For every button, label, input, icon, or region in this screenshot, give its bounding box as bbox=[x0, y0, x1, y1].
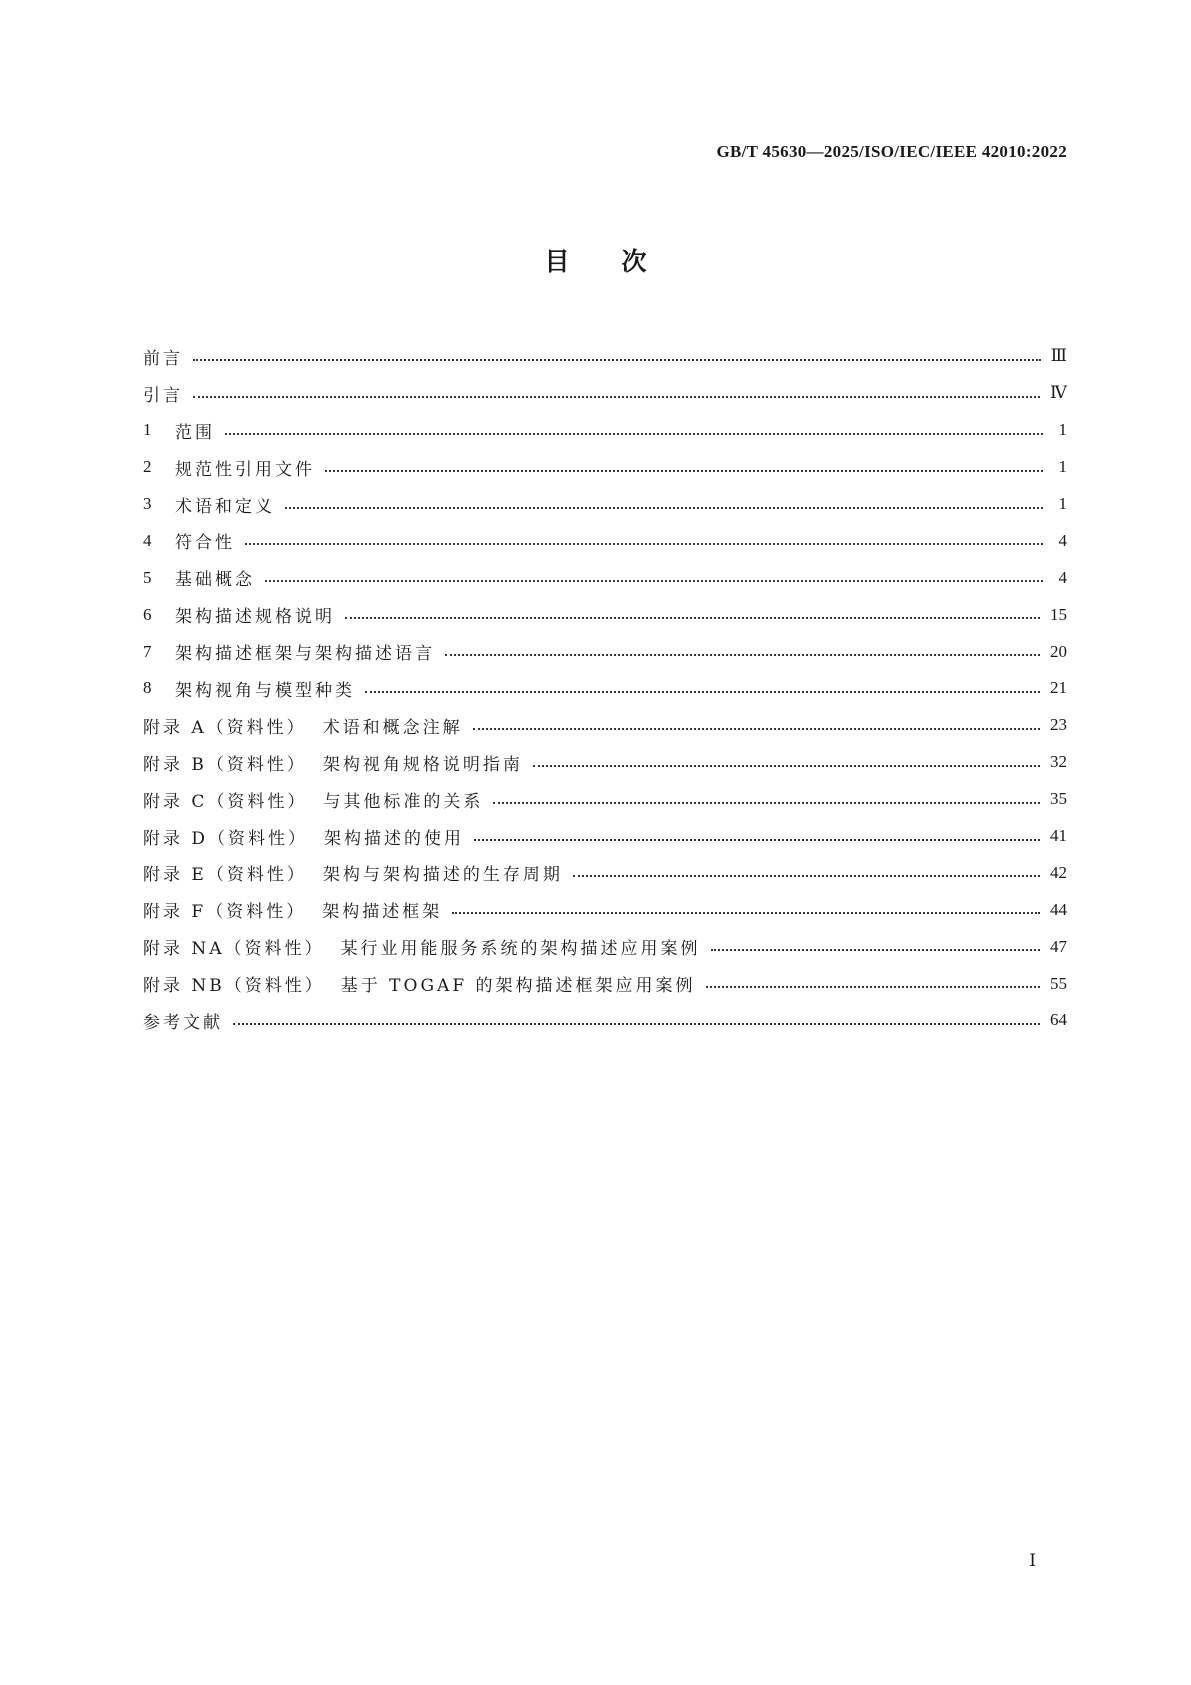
toc-entry-page: 1 bbox=[1058, 494, 1067, 513]
toc-entry-page: 4 bbox=[1058, 567, 1067, 587]
toc-entry[interactable] bbox=[143, 781, 1067, 818]
toc-entry-page: 35 bbox=[1050, 789, 1067, 809]
toc-entry-title: 范围 bbox=[175, 422, 215, 443]
toc-entry-annex-label: 附录 C（资料性） bbox=[143, 791, 308, 812]
toc-entry-annex-label: 附录 NA（资料性） bbox=[143, 939, 325, 960]
toc-entry[interactable] bbox=[143, 707, 1067, 744]
toc-entry-title: 术语和定义 bbox=[175, 496, 275, 517]
toc-entry-page: 44 bbox=[1050, 899, 1067, 919]
toc-leader-dots bbox=[473, 727, 1040, 730]
toc-entry[interactable] bbox=[143, 338, 1067, 375]
toc-entry-title: 架构视角规格说明指南 bbox=[322, 754, 523, 775]
toc-entry-annex-label: 附录 A（资料性） bbox=[143, 717, 307, 738]
toc-leader-dots bbox=[265, 579, 1043, 582]
table-of-contents bbox=[143, 338, 1067, 1039]
toc-leader-dots bbox=[711, 948, 1040, 951]
toc-entry-page: Ⅳ bbox=[1050, 383, 1067, 403]
toc-entry-page: 47 bbox=[1050, 936, 1067, 956]
toc-entry-number: 1 bbox=[143, 420, 152, 440]
toc-leader-dots bbox=[345, 616, 1040, 619]
toc-entry[interactable] bbox=[143, 891, 1067, 928]
toc-entry-annex-label: 附录 NB（资料性） bbox=[143, 976, 325, 997]
toc-entry-title: 架构描述的使用 bbox=[324, 828, 465, 849]
toc-entry[interactable] bbox=[143, 412, 1067, 449]
toc-entry[interactable] bbox=[143, 744, 1067, 781]
toc-entry-number: 5 bbox=[143, 567, 152, 587]
toc-entry-title: 基于 TOGAF 的架构描述框架应用案例 bbox=[340, 976, 696, 997]
toc-entry[interactable] bbox=[143, 1002, 1067, 1039]
toc-entry-annex-label: 附录 D（资料性） bbox=[143, 828, 309, 849]
toc-entry[interactable] bbox=[143, 633, 1067, 670]
toc-leader-dots bbox=[445, 653, 1040, 656]
toc-entry-annex-label: 附录 B（资料性） bbox=[143, 754, 307, 775]
toc-leader-dots bbox=[573, 874, 1040, 877]
toc-entry-page: 23 bbox=[1050, 715, 1067, 735]
toc-entry[interactable] bbox=[143, 928, 1067, 965]
toc-entry-title: 引言 bbox=[143, 385, 183, 406]
page-title: 目次 bbox=[544, 247, 699, 276]
toc-entry-page: 1 bbox=[1058, 420, 1067, 440]
toc-entry[interactable] bbox=[143, 375, 1067, 412]
toc-entry-page: 21 bbox=[1050, 678, 1067, 698]
toc-leader-dots bbox=[706, 985, 1040, 988]
toc-entry-number: 3 bbox=[143, 494, 152, 513]
toc-entry-annex-label: 附录 F（资料性） bbox=[143, 902, 307, 923]
toc-entry-page: 15 bbox=[1050, 604, 1067, 624]
toc-leader-dots bbox=[452, 911, 1040, 914]
toc-leader-dots bbox=[325, 469, 1043, 472]
toc-entry-title: 参考文献 bbox=[143, 1012, 223, 1033]
toc-entry-page: Ⅲ bbox=[1050, 346, 1067, 366]
toc-entry-page: 64 bbox=[1050, 1010, 1067, 1030]
toc-entry[interactable] bbox=[143, 522, 1067, 559]
toc-entry-title: 架构与架构描述的生存周期 bbox=[322, 865, 563, 886]
toc-entry-title: 架构描述规格说明 bbox=[175, 607, 335, 628]
toc-entry-page: 1 bbox=[1058, 457, 1067, 477]
toc-entry-title: 术语和概念注解 bbox=[322, 717, 463, 738]
toc-leader-dots bbox=[233, 1022, 1040, 1025]
toc-entry[interactable] bbox=[143, 965, 1067, 1002]
toc-entry-page: 32 bbox=[1050, 752, 1067, 772]
toc-entry[interactable] bbox=[143, 854, 1067, 891]
toc-entry-title: 符合性 bbox=[175, 533, 235, 554]
toc-entry-number: 7 bbox=[143, 641, 152, 661]
toc-entry-page: 41 bbox=[1050, 826, 1067, 846]
toc-leader-dots bbox=[365, 690, 1040, 693]
toc-entry[interactable] bbox=[143, 449, 1067, 486]
toc-entry-number: 6 bbox=[143, 604, 152, 624]
toc-entry-number: 8 bbox=[143, 678, 152, 698]
toc-leader-dots bbox=[474, 838, 1040, 841]
toc-entry-page: 20 bbox=[1050, 641, 1067, 661]
toc-entry-title: 架构描述框架 bbox=[322, 902, 443, 923]
toc-entry-title: 架构视角与模型种类 bbox=[175, 680, 355, 701]
toc-entry[interactable] bbox=[143, 486, 1067, 523]
toc-leader-dots bbox=[245, 542, 1043, 545]
toc-entry-title: 架构描述框架与架构描述语言 bbox=[175, 644, 435, 665]
toc-leader-dots bbox=[285, 506, 1043, 509]
toc-leader-dots bbox=[533, 764, 1040, 767]
toc-entry-page: 4 bbox=[1058, 530, 1067, 550]
toc-entry-annex-label: 附录 E（资料性） bbox=[143, 865, 307, 886]
toc-entry-page: 42 bbox=[1050, 862, 1067, 882]
toc-entry-number: 4 bbox=[143, 530, 152, 550]
toc-entry-number: 2 bbox=[143, 457, 152, 477]
toc-leader-dots bbox=[193, 358, 1041, 361]
toc-leader-dots bbox=[225, 432, 1043, 435]
toc-entry-page: 55 bbox=[1050, 973, 1067, 993]
toc-entry-title: 某行业用能服务系统的架构描述应用案例 bbox=[340, 939, 701, 960]
page-folio: Ⅰ bbox=[1029, 1551, 1036, 1570]
toc-entry[interactable] bbox=[143, 670, 1067, 707]
standard-number-header: GB/T 45630—2025/ISO/IEC/IEEE 42010:2022 bbox=[716, 142, 1067, 161]
toc-leader-dots bbox=[493, 801, 1040, 804]
toc-leader-dots bbox=[193, 395, 1040, 398]
toc-entry[interactable] bbox=[143, 818, 1067, 855]
toc-entry-title: 与其他标准的关系 bbox=[323, 791, 484, 812]
toc-entry[interactable] bbox=[143, 596, 1067, 633]
toc-entry[interactable] bbox=[143, 559, 1067, 596]
toc-entry-title: 基础概念 bbox=[175, 570, 255, 591]
toc-entry-title: 前言 bbox=[143, 348, 183, 369]
toc-entry-title: 规范性引用文件 bbox=[175, 459, 315, 480]
